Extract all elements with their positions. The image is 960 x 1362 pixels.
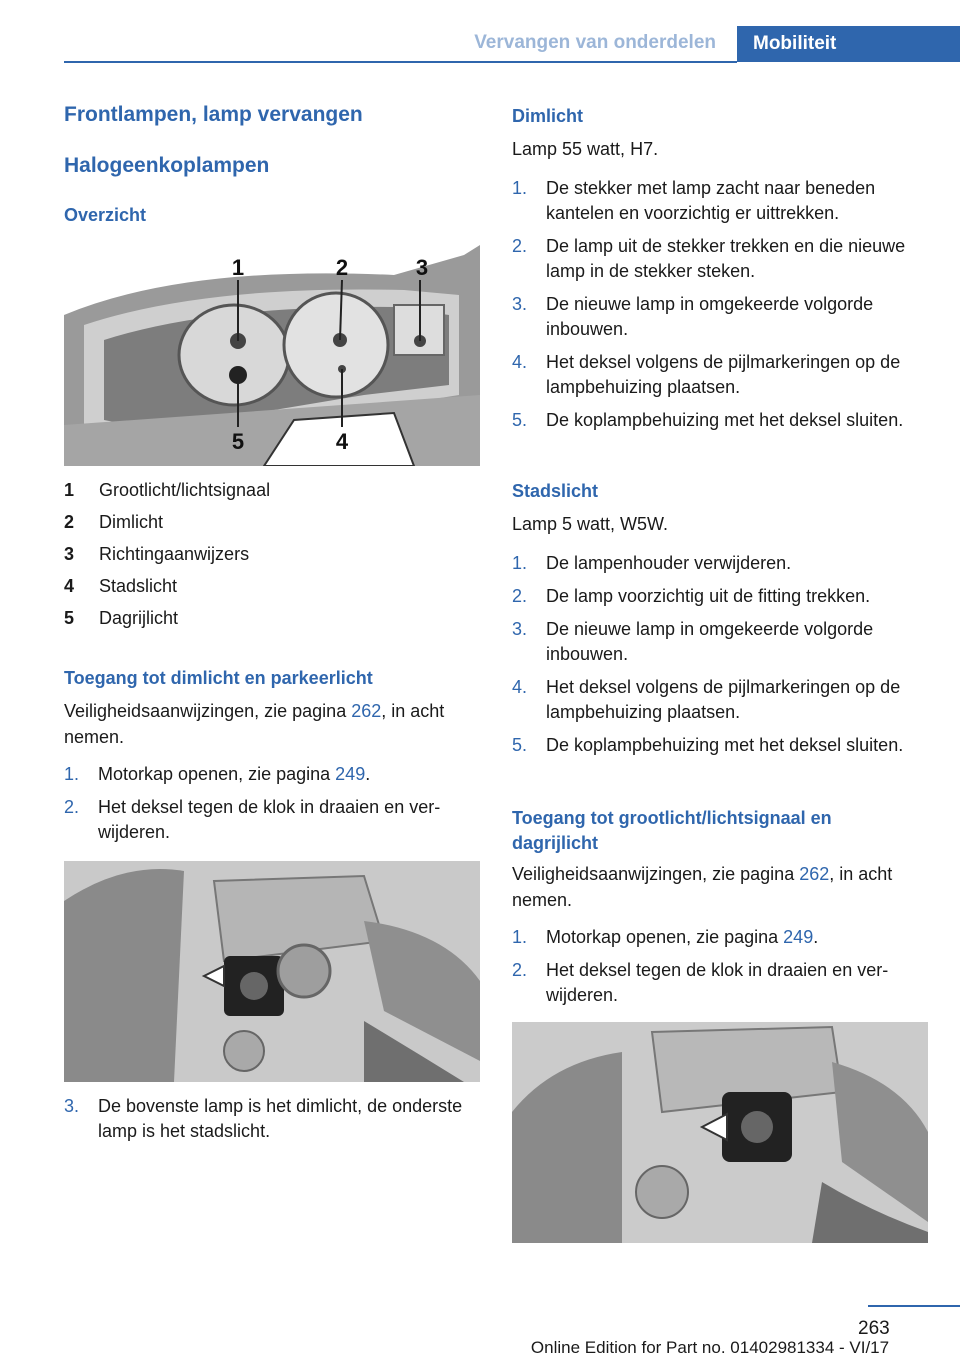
list-item	[512, 617, 928, 667]
legend-label: Dagrijlicht	[99, 608, 179, 628]
list-item	[512, 350, 928, 400]
engine-bay-figure-2	[512, 1022, 928, 1243]
engine-bay-illustration-2	[512, 1022, 928, 1243]
edition-footer: Online Edition for Part no. 01402981334 - VI/17	[530, 1338, 890, 1357]
page-title: Frontlampen, lamp vervangen	[64, 103, 363, 126]
safety-note	[512, 861, 928, 913]
dim-heading: Dimlicht	[512, 106, 584, 126]
step-number: 1.	[512, 178, 528, 198]
step-suffix: .	[365, 764, 371, 784]
safety-text: Veiligheidsaanwijzingen, zie pagina	[512, 864, 800, 884]
legend-label: Grootlicht/lichtsignaal	[99, 480, 271, 500]
list-item	[512, 958, 928, 1008]
step-text: Het deksel volgens de pijlmarkeringen op de lampbehuizing plaatsen.	[546, 352, 901, 397]
step-text: Het deksel tegen de klok in draaien en verwijderen.	[546, 960, 889, 1005]
legend-label: Stadslicht	[99, 576, 178, 596]
list-item	[512, 675, 928, 725]
legend-key: 1	[64, 480, 75, 500]
list-item	[512, 176, 928, 226]
list-item	[64, 762, 480, 787]
page-number: 263	[858, 1318, 890, 1339]
header-section-title: Vervangen van onderdelen	[474, 32, 716, 53]
dim-steps	[512, 176, 928, 433]
dim-lamp-spec: Lamp 55 watt, H7.	[512, 139, 659, 159]
step-text: Het deksel tegen de klok in draaien en verwijderen.	[98, 797, 441, 842]
step-number: 1.	[64, 764, 80, 784]
list-item	[512, 925, 928, 950]
legend-key: 3	[64, 544, 75, 564]
step-number: 3.	[64, 1096, 80, 1116]
step-number: 2.	[512, 236, 528, 256]
figure-label-4: 4	[335, 429, 349, 454]
page-link[interactable]: 249	[783, 927, 814, 947]
step-number: 2.	[512, 960, 528, 980]
step-suffix: .	[813, 927, 819, 947]
access-dim-steps	[64, 762, 480, 845]
step-text: De lamp voorzichtig uit de fitting trekken.	[546, 586, 871, 606]
page-link[interactable]: 249	[335, 764, 366, 784]
dim-info-step	[64, 1094, 480, 1144]
access-dim-heading: Toegang tot dimlicht en parkeerlicht	[64, 668, 373, 688]
safety-suffix: , in acht nemen.	[64, 701, 445, 747]
figure-label-5: 5	[231, 429, 245, 454]
step-number: 3.	[512, 294, 528, 314]
legend-label: Richtingaanwijzers	[99, 544, 250, 564]
city-heading: Stadslicht	[512, 481, 599, 501]
legend-key: 4	[64, 576, 75, 596]
step-text: De nieuwe lamp in omgekeerde volgorde inbouwen.	[546, 619, 874, 664]
step-text: De koplampbehuizing met het deksel sluiten.	[546, 735, 904, 755]
list-item	[512, 551, 928, 576]
step-number: 3.	[512, 619, 528, 639]
overview-heading: Overzicht	[64, 205, 147, 225]
list-item	[512, 234, 928, 284]
safety-page-link[interactable]: 262	[351, 701, 382, 721]
list-item	[512, 408, 928, 433]
step-text: De lampenhouder verwijderen.	[546, 553, 792, 573]
section-title: Halogeenkoplampen	[64, 154, 270, 177]
step-number: 2.	[64, 797, 80, 817]
safety-note	[64, 698, 480, 750]
header-rule	[64, 61, 737, 63]
list-item	[512, 292, 928, 342]
headlamp-overview-figure	[64, 245, 480, 466]
step-text: De koplampbehuizing met het deksel sluiten.	[546, 410, 904, 430]
step-number: 2.	[512, 586, 528, 606]
step-text: De stekker met lamp zacht naar beneden kantelen en voorzichtig er uittrekken.	[546, 178, 876, 223]
header-chapter-tab[interactable]: Mobiliteit	[737, 26, 960, 62]
city-steps	[512, 551, 928, 758]
step-number: 5.	[512, 410, 528, 430]
safety-text: Veiligheidsaanwijzingen, zie pagina	[64, 701, 352, 721]
engine-bay-figure	[64, 861, 480, 1082]
step-text: Motorkap openen, zie pagina	[98, 764, 336, 784]
safety-page-link[interactable]: 262	[799, 864, 830, 884]
step-text: Het deksel volgens de pijlmarkeringen op de lampbehuizing plaatsen.	[546, 677, 901, 722]
step-text: De lamp uit de stekker trekken en die nieuwe lamp in de stekker steken.	[546, 236, 906, 281]
step-number: 4.	[512, 677, 528, 697]
list-item	[512, 733, 928, 758]
step-number: 4.	[512, 352, 528, 372]
headlamp-illustration	[64, 245, 480, 466]
footer-rule	[868, 1305, 960, 1307]
legend-label: Dimlicht	[99, 512, 164, 532]
figure-legend	[64, 480, 480, 640]
list-item	[64, 1094, 480, 1144]
list-item	[64, 795, 480, 845]
high-beam-heading: Toegang tot grootlicht/lichtsignaal en dagrijlicht	[512, 808, 832, 853]
step-number: 5.	[512, 735, 528, 755]
city-lamp-spec: Lamp 5 watt, W5W.	[512, 514, 669, 534]
safety-suffix: , in acht nemen.	[512, 864, 893, 910]
step-text: De nieuwe lamp in omgekeerde volgorde inbouwen.	[546, 294, 874, 339]
step-text: De bovenste lamp is het dimlicht, de onderste lamp is het stadslicht.	[98, 1096, 463, 1141]
figure-label-1: 1	[231, 255, 245, 280]
step-number: 1.	[512, 553, 528, 573]
engine-bay-illustration	[64, 861, 480, 1082]
step-text: Motorkap openen, zie pagina	[546, 927, 784, 947]
figure-label-3: 3	[415, 255, 429, 280]
figure-label-2: 2	[335, 255, 349, 280]
step-number: 1.	[512, 927, 528, 947]
legend-key: 2	[64, 512, 75, 532]
legend-key: 5	[64, 608, 75, 628]
high-beam-steps	[512, 925, 928, 1008]
list-item	[512, 584, 928, 609]
